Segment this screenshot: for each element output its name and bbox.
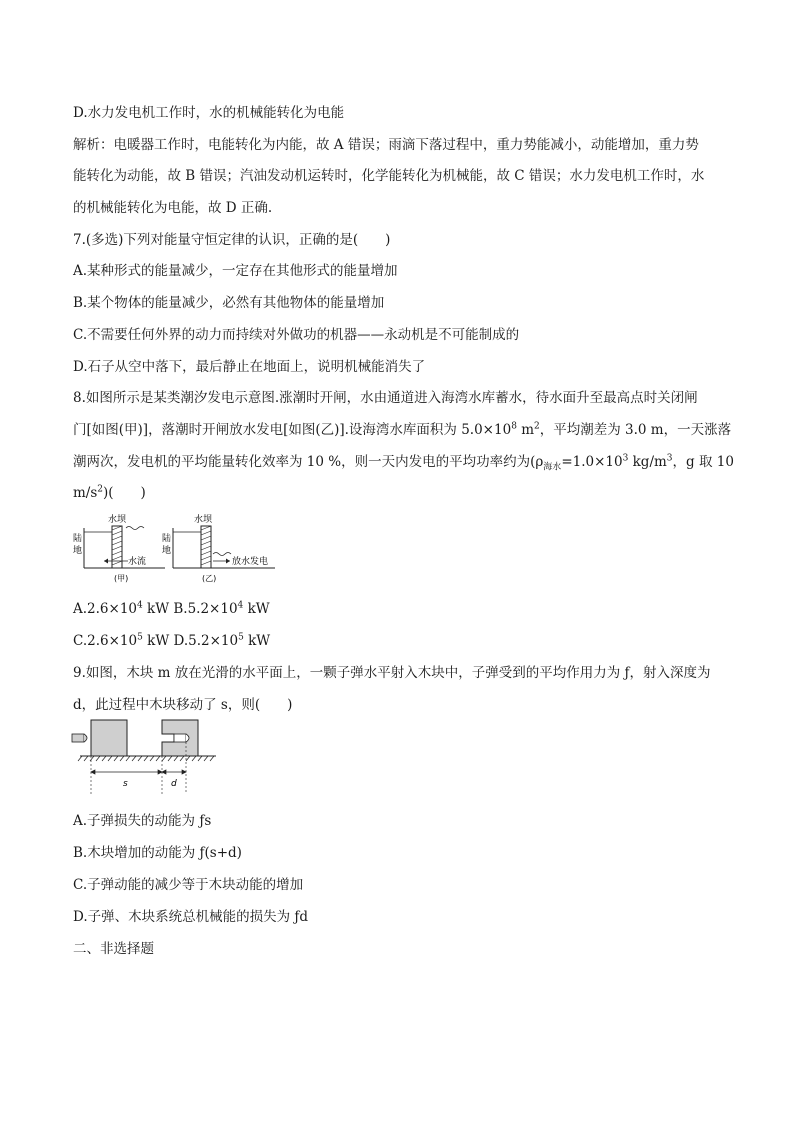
discharge-arrowhead-yi (226, 559, 230, 564)
dam-label-yi: 水坝 (194, 515, 213, 525)
discharge-wave-yi (213, 553, 231, 556)
embedded-bullet (174, 734, 186, 742)
q7-option-c: C.不需要任何外界的动力而持续对外做功的机器——永动机是不可能制成的 (73, 327, 520, 343)
land-label-jia-bottom: 地 (73, 546, 83, 556)
q9-option-b: B.木块增加的动能为 ƒ(s+d) (73, 845, 242, 861)
bullet-initial (72, 734, 87, 742)
q7-option-d: D.石子从空中落下，最后静止在地面上，说明机械能消失了 (73, 359, 426, 375)
diagram-panel-jia (73, 513, 165, 583)
q8-stem-line-1: 8.如图所示是某类潮汐发电示意图.涨潮时开闸，水由通道进入海湾水库蓄水，待水面升至最高点时关闭闸 (73, 390, 698, 406)
flow-label: 水流 (128, 557, 147, 567)
caption-yi: (乙) (202, 574, 217, 583)
block-final (162, 720, 198, 756)
bullet-block-diagram (70, 716, 220, 800)
q9-option-d: D.子弹、木块系统总机械能的损失为 ƒd (73, 909, 309, 925)
q8-stem-line-2: 门[如图(甲)]，落潮时开闸放水发电[如图(乙)].设海湾水库面积为 $5.0\times 10^8$ $m^2$，平均潮差为 3.0 m，一天涨落 (73, 421, 732, 438)
discharge-label: 放水发电 (232, 557, 269, 567)
dimension-s (91, 770, 162, 774)
ground-hatch (78, 756, 214, 761)
s-label: s (123, 779, 128, 789)
tidal-power-diagram (70, 510, 280, 590)
dimension-d (162, 770, 186, 774)
q6-analysis-line-1: 解析：电暖器工作时，电能转化为内能，故 A 错误；雨滴下落过程中，重力势能减小，动能增加，重力势 (73, 137, 699, 153)
q6-option-d: D.水力发电机工作时，水的机械能转化为电能 (73, 105, 345, 121)
dam-label-jia: 水坝 (108, 515, 127, 525)
caption-jia: (甲) (114, 574, 129, 583)
land-label-yi-top: 陆 (162, 534, 172, 544)
q8-stem-line-3: 潮两次，发电机的平均能量转化效率为 10 %，则一天内发电的平均功率约为($\rho_{海水}=1.0\times 10^3$ $kg/m^3$，g 取 10 (73, 453, 734, 473)
q8-options-ab: $A.2.6\times 10^4$ kW $B.5.2\times 10^4$ kW (73, 600, 270, 617)
q7-stem: 7.(多选)下列对能量守恒定律的认识，正确的是( ) (73, 232, 391, 248)
q6-analysis-line-2: 能转化为动能，故 B 错误；汽油发动机运转时，化学能转化为机械能，故 C 错误；水力发电机工作时，水 (73, 168, 705, 184)
flow-arrowhead-jia (104, 559, 108, 564)
q9-stem-line-2: d，此过程中木块移动了 s，则( ) (73, 697, 293, 713)
q8-stem-line-4: $m/s^2$)( ) (73, 484, 146, 501)
block-initial (91, 720, 127, 756)
q9-stem-line-1: 9.如图，木块 m 放在光滑的水平面上，一颗子弹水平射入木块中，子弹受到的平均作用力为 ƒ，射入深度为 (73, 665, 711, 681)
land-label-yi-bottom: 地 (162, 546, 172, 556)
q7-option-a: A.某种形式的能量减少，一定存在其他形式的能量增加 (73, 263, 398, 279)
q8-options-cd: $C.2.6\times 10^5$ kW $D.5.2\times 10^5$ kW (73, 632, 271, 649)
q9-option-c: C.子弹动能的减少等于木块动能的增加 (73, 877, 304, 893)
diagram-panel-yi (162, 513, 275, 583)
q7-option-b: B.某个物体的能量减少，必然有其他物体的能量增加 (73, 295, 385, 311)
d-label: d (171, 779, 177, 789)
q6-analysis-line-3: 的机械能转化为电能，故 D 正确. (73, 200, 273, 216)
land-label-jia-top: 陆 (73, 534, 83, 544)
section-heading-non-choice: 二、非选择题 (73, 941, 154, 957)
q9-option-a: A.子弹损失的动能为 ƒs (73, 813, 212, 829)
sea-wave-jia (126, 527, 144, 530)
